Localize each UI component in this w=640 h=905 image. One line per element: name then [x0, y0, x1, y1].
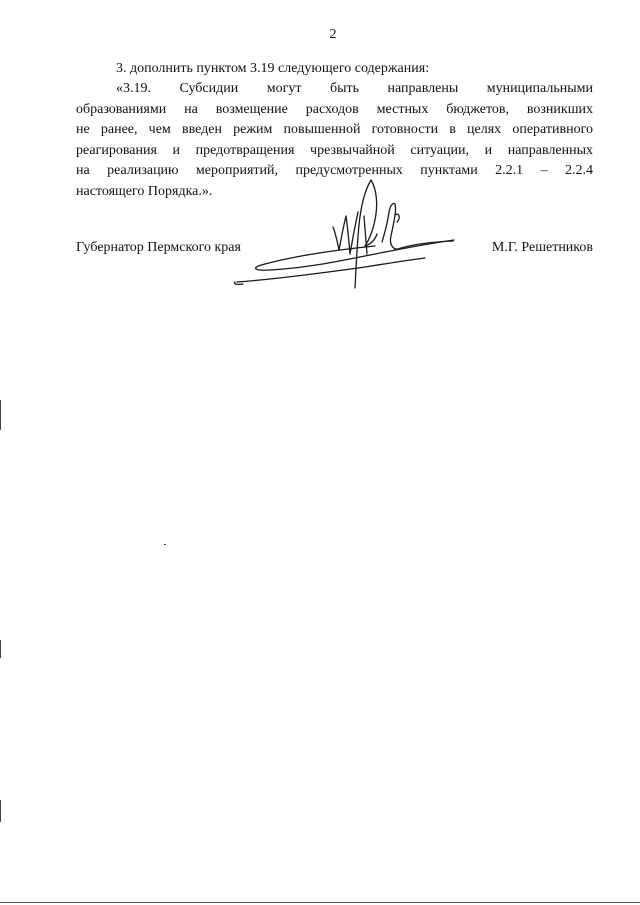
quote-line: реагирования и предотвращения чрезвычайной ситуации, и направленных: [76, 142, 593, 158]
page-number: 2: [329, 27, 337, 42]
quote-line: на реализацию мероприятий, предусмотренных пунктами 2.2.1 – 2.2.4: [76, 163, 593, 178]
bottom-rule: [0, 902, 640, 903]
quote-line: образованиями на возмещение расходов местных бюджетов, возникших: [76, 101, 593, 117]
amendment-item: 3. дополнить пунктом 3.19 следующего содержания:: [116, 61, 430, 76]
signer-name: М.Г. Решетников: [491, 240, 593, 255]
stray-dot: [164, 544, 166, 545]
margin-mark: [0, 800, 1, 822]
signer-title: Губернатор Пермского края: [76, 240, 241, 255]
quote-line: «3.19. Субсидии могут быть направлены муниципальными: [116, 81, 593, 96]
margin-mark: [0, 640, 1, 658]
signature-icon: [225, 170, 485, 295]
margin-mark: [0, 400, 1, 430]
quote-line: настоящего Порядка.».: [76, 183, 213, 199]
quote-line: не ранее, чем введен режим повышенной готовности в целях оперативного: [76, 122, 593, 137]
